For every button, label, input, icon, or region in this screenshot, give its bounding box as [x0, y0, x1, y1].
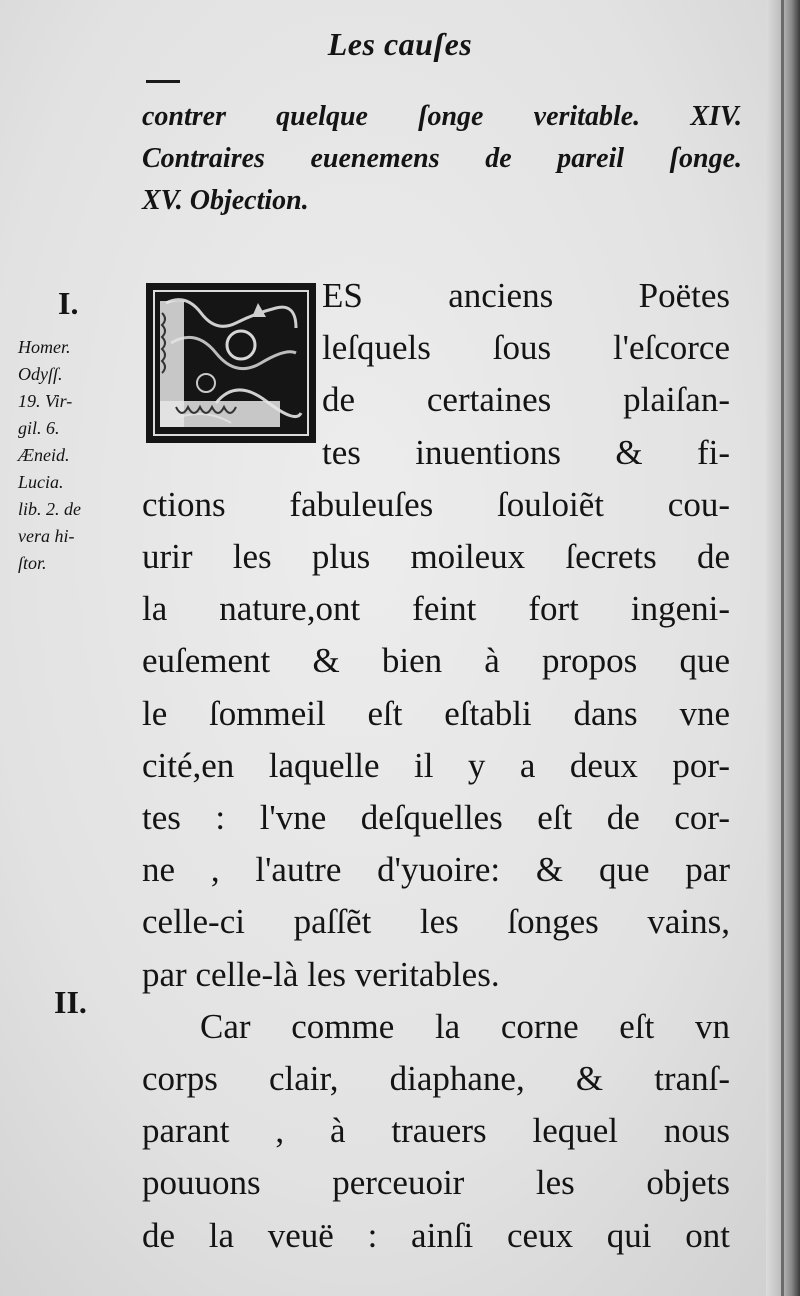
section-number-1: I.	[58, 285, 79, 321]
margin-note-line: vera hi-	[18, 526, 75, 546]
summary-line: XV. Objection.	[142, 185, 309, 216]
page-edge-strip	[781, 0, 784, 1296]
text-line: cité,en laquelle il y a deux por-	[142, 745, 730, 785]
margin-note-line: Homer.	[18, 337, 71, 357]
running-head: Les cauſes	[327, 26, 473, 62]
text-line: de certaines plaiſan-	[322, 380, 730, 420]
rule-dash	[146, 80, 180, 83]
section-number-2: II.	[54, 984, 87, 1020]
summary-line: Contraires euenemens de pareil ſonge.	[142, 143, 742, 174]
text-line: leſquels ſous l'eſcorce	[322, 328, 730, 368]
text-line: corps clair, diaphane, & tranſ-	[142, 1059, 730, 1099]
text-line: euſement & bien à propos que	[142, 641, 730, 681]
text-line: ne , l'autre d'yuoire: & que par	[142, 850, 730, 890]
margin-note-line: Lucia.	[18, 472, 64, 492]
text-line: le ſommeil eſt eſtabli dans vne	[142, 693, 730, 733]
text-line: tes inuentions & fi-	[322, 432, 730, 472]
margin-note-line: Odyſſ.	[18, 364, 63, 384]
margin-note-line: Æneid.	[18, 445, 70, 465]
margin-note-line: ſtor.	[18, 553, 47, 573]
margin-note	[18, 334, 144, 577]
text-line: ES anciens Poëtes	[322, 276, 730, 315]
text-line: pouuons perceuoir les objets	[142, 1163, 730, 1203]
text-line: urir les plus moileux ſecrets de	[142, 537, 730, 577]
summary-line: contrer quelque ſonge veritable. XIV.	[142, 101, 742, 132]
text-line: ctions fabuleuſes ſouloiẽt cou-	[142, 484, 730, 524]
margin-note-line: gil. 6.	[18, 418, 60, 438]
body-text	[142, 270, 730, 1262]
text-line: de la veuë : ainſi ceux qui ont	[142, 1215, 730, 1255]
margin-note-line: lib. 2. de	[18, 499, 81, 519]
text-line: parant , à trauers lequel nous	[142, 1111, 730, 1151]
text-line: par celle-là les veritables.	[142, 954, 500, 994]
text-line: celle-ci paſſẽt les ſonges vains,	[142, 902, 730, 942]
text-line: Car comme la corne eſt vn	[200, 1006, 730, 1046]
chapter-summary	[142, 96, 742, 222]
text-line: la nature,ont feint fort ingeni-	[142, 589, 730, 629]
text-line: tes : l'vne deſquelles eſt de cor-	[142, 798, 730, 838]
margin-note-line: 19. Vir-	[18, 391, 73, 411]
